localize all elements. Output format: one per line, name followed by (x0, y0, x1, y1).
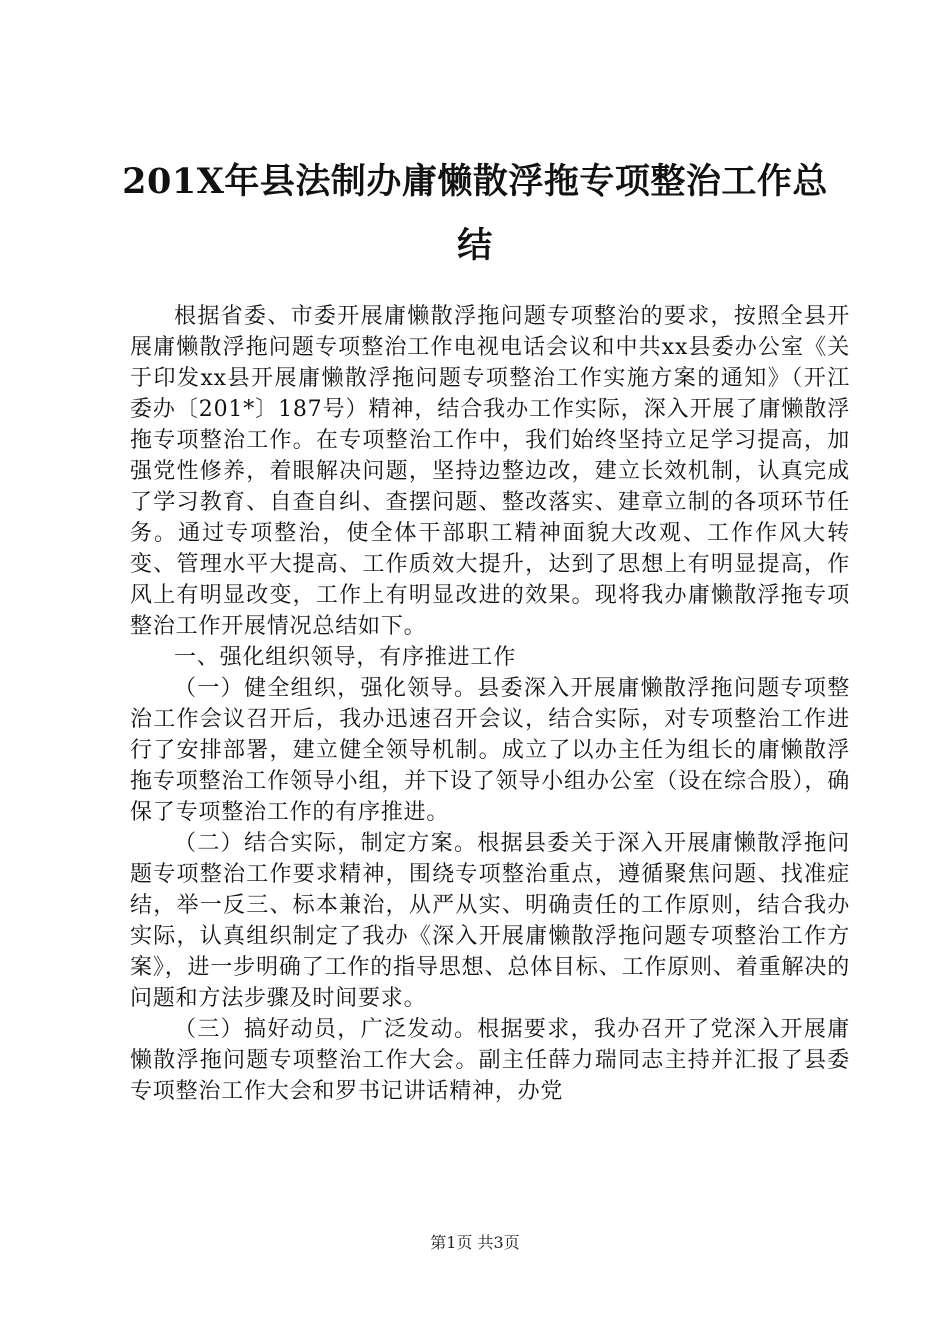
paragraph-section-1-3: （三）搞好动员，广泛发动。根据要求，我办召开了党深入开展庸懒散浮拖问题专项整治工作大会。副主任薛力瑞同志主持并汇报了县委专项整治工作大会和罗书记讲话精神，办党 (130, 1017, 850, 1104)
paragraph-section-1-1: （一）健全组织，强化领导。县委深入开展庸懒散浮拖问题专项整治工作会议召开后，我办迅速召开会议，结合实际，对专项整治工作进行了安排部署，建立健全领导机制。成立了以办主任为组长的庸懒散浮拖专项整治工作领导小组，并下设了领导小组办公室（设在综合股），确保了专项整治工作的有序推进。 (130, 676, 850, 825)
paragraph-section-1-2: （二）结合实际，制定方案。根据县委关于深入开展庸懒散浮拖问题专项整治工作要求精神，围绕专项整治重点，遵循聚焦问题、找准症结，举一反三、标本兼治，从严从实、明确责任的工作原则，结合我办实际，认真组织制定了我办《深入开展庸懒散浮拖问题专项整治工作方案》，进一步明确了工作的指导思想、总体目标、工作原则、着重解决的问题和方法步骤及时间要求。 (130, 831, 850, 1011)
page-number-footer: 第1页 共3页 (430, 1233, 520, 1252)
document-title-line-2: 结 (457, 225, 493, 266)
paragraph-intro: 根据省委、市委开展庸懒散浮拖问题专项整治的要求，按照全县开展庸懒散浮拖问题专项整治工作电视电话会议和中共xx县委办公室《关于印发xx县开展庸懒散浮拖问题专项整治工作实施方案的通知》（开江委办〔201*〕187号）精神，结合我办工作实际，深入开展了庸懒散浮拖专项整治工作。在专项整治工作中，我们始终坚持立足学习提高，加强党性修养，着眼解决问题，坚持边整边改，建立长效机制，认真完成了学习教育、自查自纠、查摆问题、整改落实、建章立制的各项环节任务。通过专项整治，使全体干部职工精神面貌大改观、工作作风大转变、管理水平大提高、工作质效大提升，达到了思想上有明显提高，作风上有明显改变，工作上有明显改进的效果。现将我办庸懒散浮拖专项整治工作开展情况总结如下。 (130, 304, 850, 639)
section-heading-1: 一、强化组织领导，有序推进工作 (174, 645, 517, 670)
document-body (130, 301, 850, 1107)
document-title-line-1: 201X年县法制办庸懒散浮拖专项整治工作总 (122, 161, 828, 202)
